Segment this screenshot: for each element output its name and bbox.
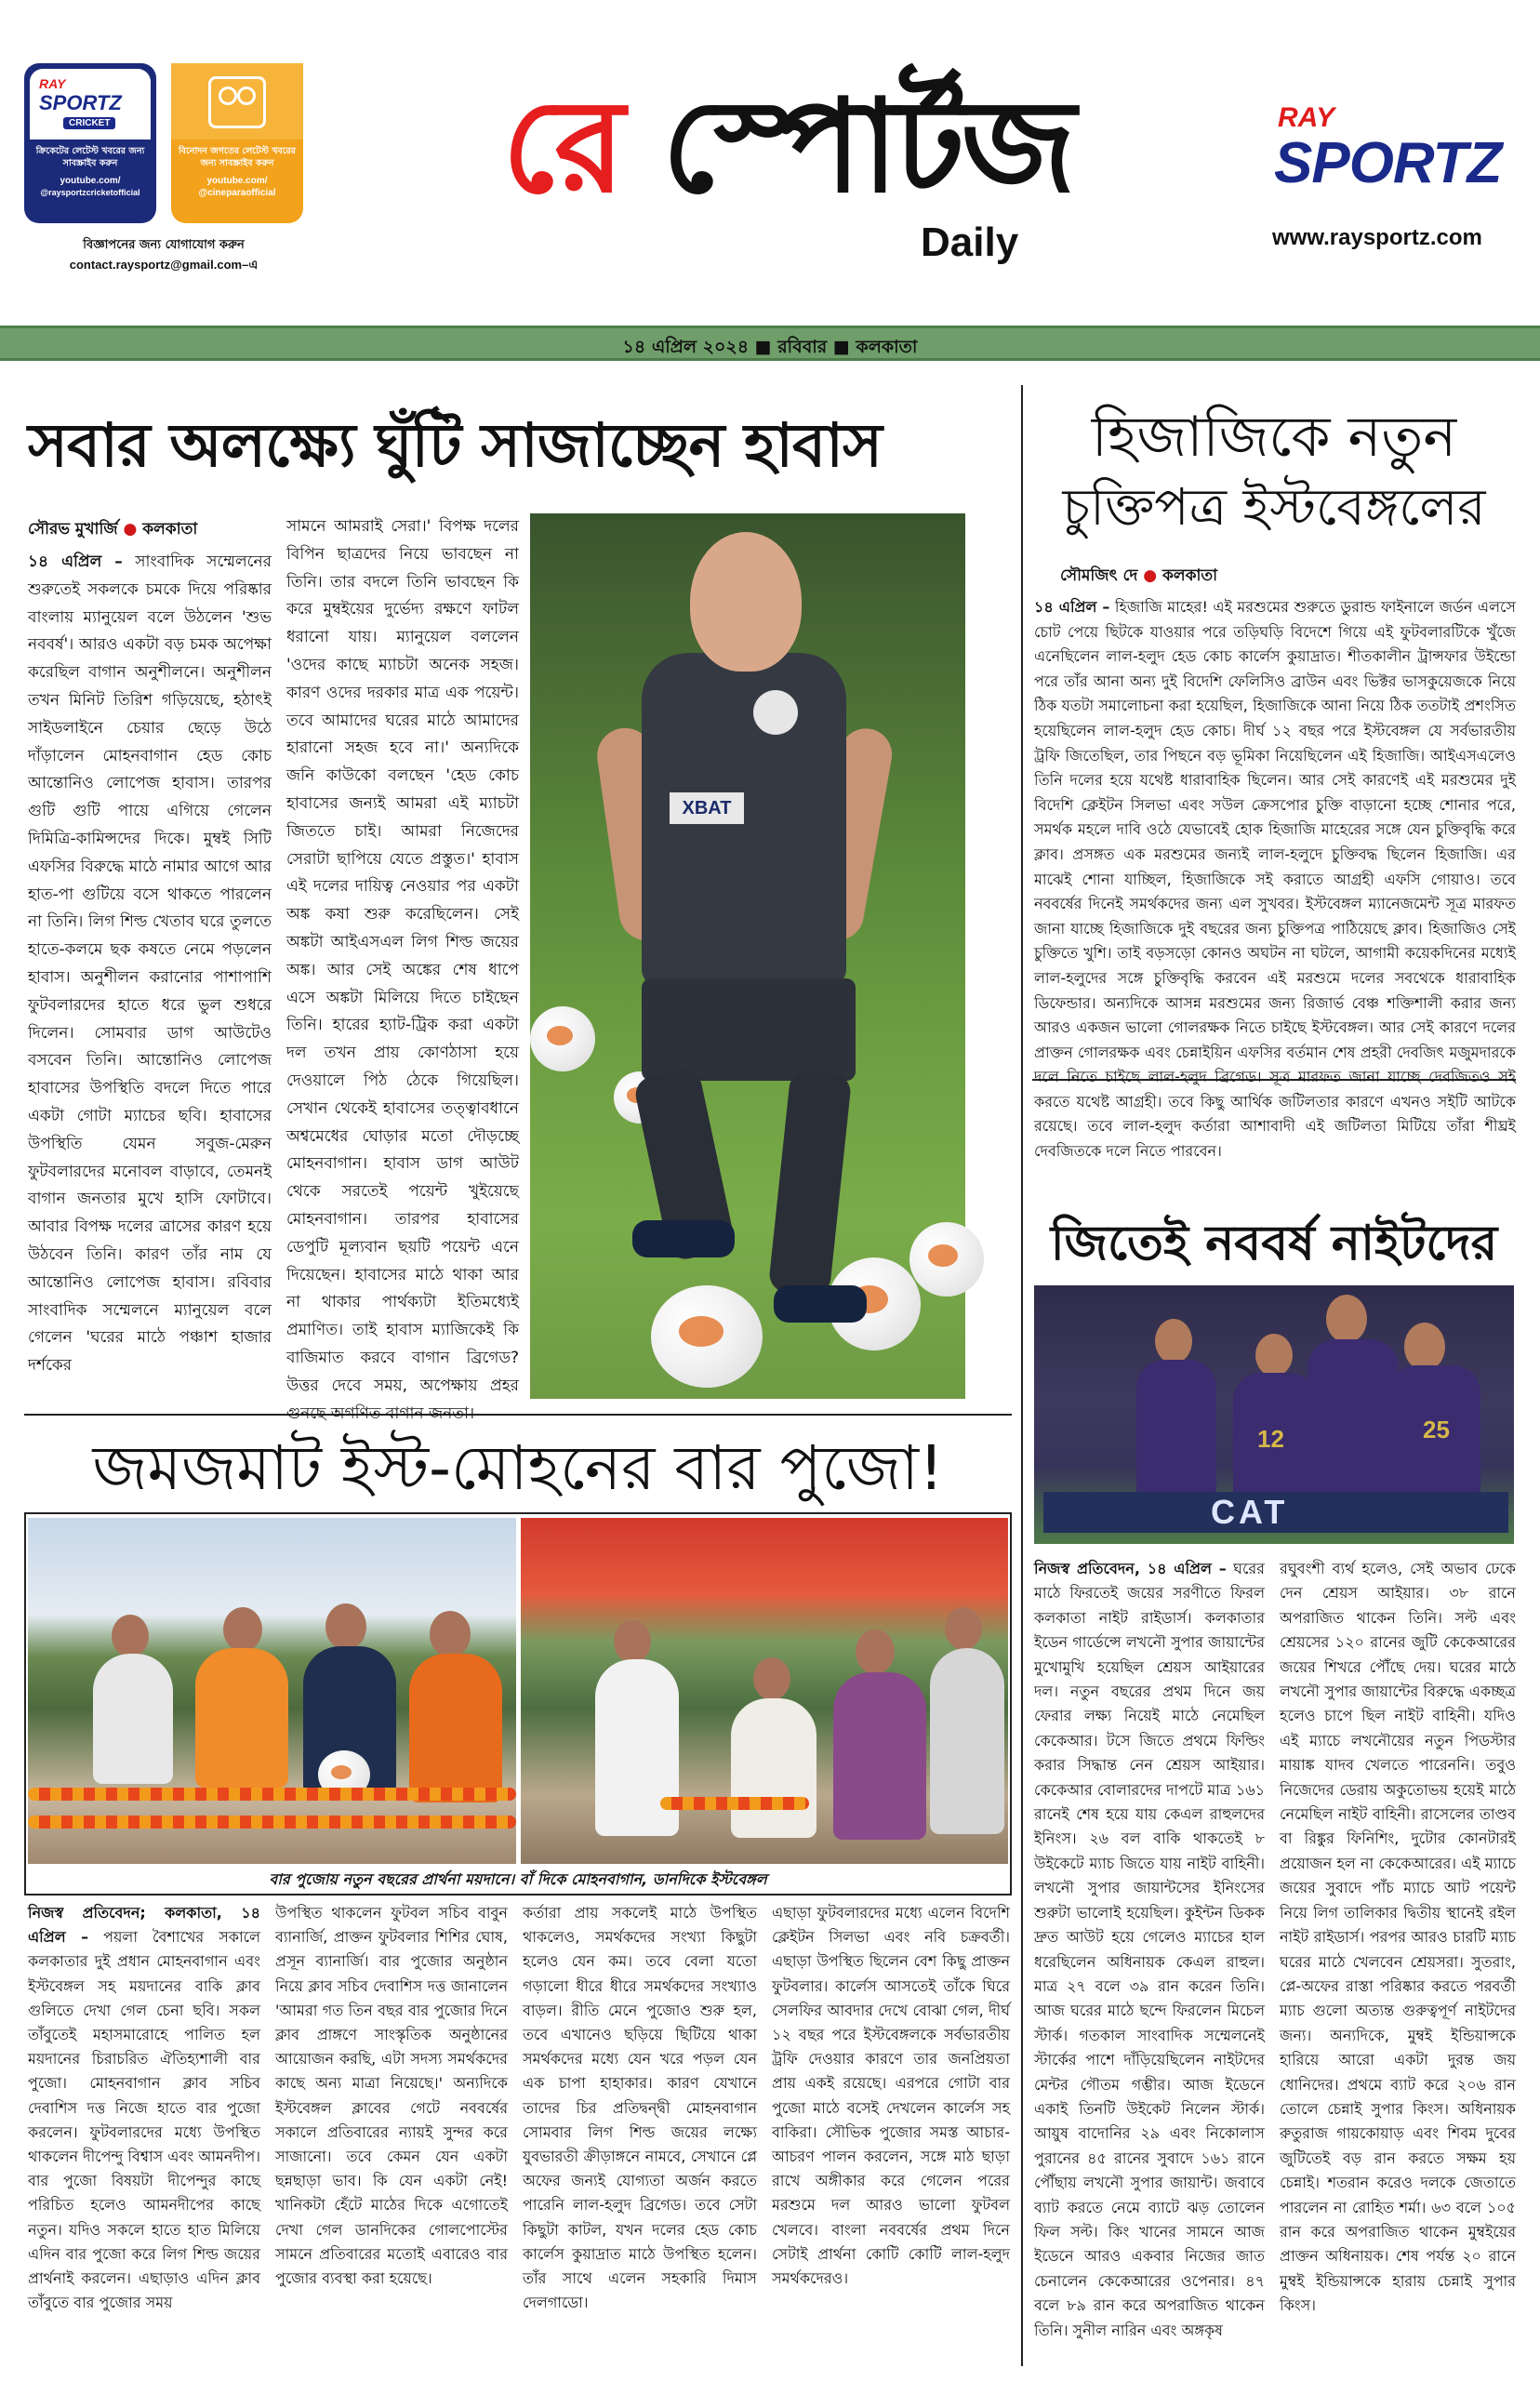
story1-place: কলকাতা bbox=[142, 520, 198, 539]
kkr-players-photo bbox=[1034, 1285, 1514, 1544]
ad-brand-sportz: SPORTZ bbox=[39, 91, 122, 114]
ad-cricket-url-2[interactable]: @raysportzcricketofficial bbox=[40, 188, 140, 197]
story1-byline bbox=[28, 517, 197, 543]
story1-col1-text: সাংবাদিক সম্মেলনের শুরুতেই সকলকে চমকে দিয়ে পরিষ্কার বাংলায় ম্যানুয়েল বলে উঠলেন 'শুভ নববর্ষ'। আরও একটা বড় চমক অপেক্ষা করেছিল বাগান অনুশীলনে। অনুশীলন তখন মিনিট তিরিশ গড়িয়েছে, হঠাৎই সাইডলাইনে চেয়ার ছেড়ে উঠে দাঁড়ালেন মোহনবাগান হেড কোচ আন্তোনিও লোপেজ হাবাস। তারপর গুটি গুটি পায়ে এগিয়ে গেলেন দিমিত্রি-কামিন্সদের দিকে। মুম্বই সিটি এফসির বিরুদ্ধে মাঠে নামার আগে আর হাত-পা গুটিয়ে বসে থাকতে পারলেন না তিনি। লিগ শিল্ড খেতাব ঘরে তুলতে হাতে-কলমে ছক কষতে নেমে পড়লেন হাবাস। অনুশীলন করানোর পাশাপাশি ফুটবলারদের হাতে ধরে ভুল শুধরে দিলেন। সোমবার ডাগ আউটেও বসবেন তিনি। আন্তোনিও লোপেজ হাবাসের উপস্থিতি বদলে দিতে পারে একটা গোটা ম্যাচের ছবি। হাবাসের উপস্থিতি যেমন সবুজ-মেরুন ফুটবলারদের মনোবল বাড়াবে, তেমনই বাগান জনতার মুখে হাসি ফোটাবে। আবার বিপক্ষ দলের ত্রাসের কারণ হয়ে উঠবেন তিনি। কারণ তাঁর নাম যে আন্তোনিও লোপেজ হাবাস। রবিবার সাংবাদিক সম্মেলনে ম্যানুয়েল বলে গেলেন 'ঘরের মাঠে পঞ্চাশ হাজার দর্শকের bbox=[28, 552, 272, 1376]
ad-contact-label: বিজ্ঞাপনের জন্য যোগাযোগ করুন bbox=[83, 238, 245, 252]
story1-author: সৌরভ মুখার্জি bbox=[28, 520, 118, 539]
cinepara-logo bbox=[171, 63, 303, 140]
story3-headline: জিতেই নববর্ষ নাইটদের bbox=[1050, 1216, 1498, 1271]
ad-cinepara-url-1[interactable]: youtube.com/ bbox=[206, 176, 268, 186]
story4-col2: উপস্থিত থাকলেন ফুটবল সচিব বাবুন ব্যানার্জি, প্রাক্তন ফুটবলার শিশির ঘোষ, প্রসূন ব্যানার্জি। বার পুজোর অনুষ্ঠান নিয়ে ক্লাব সচিব দেবাশিস দত্ত জানালেন 'আমরা গত তিন বছর বার পুজোর দিনে ক্লাব প্রাঙ্গণে সাংস্কৃতিক অনুষ্ঠানের আয়োজন করছি, এটা সদস্য সমর্থকদের কাছে অন্য মাত্রা নিয়েছে।' অন্যদিকে ইস্টবেঙ্গল ক্লাবের গেটে নববর্ষের সকালে প্রতিবারের ন্যায়ই সুন্দর করে সাজানো। তবে কেমন যেন একটা ছন্নছাড়া ভাব। কি যেন একটা নেই! খানিকটা হেঁটে মাঠের দিকে এগোতেই দেখা গেল ডানদিকের গোলপোস্টের সামনে প্রতিবারের মতোই এবারেও বার পুজোর ব্যবস্থা করা হয়েছে। bbox=[275, 1904, 508, 2288]
ad-cricket-url-1[interactable]: youtube.com/ bbox=[60, 176, 121, 186]
story4-col1 bbox=[28, 1901, 260, 2366]
photo-caption: বার পুজোয় নতুন বছরের প্রার্থনা ময়দানে। বাঁ দিকে মোহনবাগান, ডানদিকে ইস্টবেঙ্গল bbox=[269, 1870, 767, 1888]
dateline-bar bbox=[0, 326, 1540, 361]
story1-col2: সামনে আমরাই সেরা।' বিপক্ষ দলের বিপিন ছাত্রদের নিয়ে ভাবছেন না তিনি। তার বদলে তিনি ভাবছেন কি করে মুম্বইয়ের দুর্ভেদ্য রক্ষণে ফাটল ধরানো যায়। ম্যানুয়েল বললেন 'ওদের কাছে ম্যাচটা অনেক সহজ। কারণ ওদের দরকার মাত্র এক পয়েন্ট। তবে আমাদের ঘরের মাঠে আমাদের হারানো সহজ হবে না।' অন্যদিকে জনি কাউকো বলছেন 'হেড কোচ হাবাসের জন্যই আমরা এই ম্যাচটা জিততে চাই। আমরা নিজেদের সেরাটা ছাপিয়ে যেতে প্রস্তুত।' হাবাস এই দলের দায়িত্ব নেওয়ার পর একটা অঙ্ক কষা শুরু করেছিলেন। সেই অঙ্কটা আইএসএল লিগ শিল্ড জয়ের অঙ্ক। আর সেই অঙ্কের শেষ ধাপে এসে অঙ্কটা মিলিয়ে দিতে চাইছেন তিনি। হারের হ্যাট-ট্রিক করা একটা দল তখন প্রায় কোণঠাসা হয়ে দেওয়ালে পিঠ ঠেকে গিয়েছিল। সেখান থেকেই হাবাসের তত্ত্বাবধানে অশ্বমেধের ঘোড়ার মতো দৌড়চ্ছে মোহনবাগান। হাবাস ডাগ আউট থেকে সরতেই পয়েন্ট খুইয়েছে মোহনবাগান। তারপর হাবাসের ডেপুটি মূল্যবান ছয়টি পয়েন্ট এনে দিয়েছেন। হাবাসের মাঠে থাকা আর না থাকার পার্থক্যটা ইতিমধ্যেই প্রমাণিত। তাই হাবাস ম্যাজিকেই কি বাজিমাত করবে বাগান ব্রিগেড? উত্তর দেবে সময়, অপেক্ষায় প্রহর গুনছে অগণিত বাগান জনতা। bbox=[286, 517, 519, 1423]
story4-headline: জমজমাট ইস্ট-মোহনের বার পুজো! bbox=[92, 1432, 944, 1504]
story4-lead: নিজস্ব প্রতিবেদন; কলকাতা, ১৪ এপ্রিল – bbox=[28, 1904, 260, 1947]
coach-habas-photo: XBAT bbox=[530, 513, 965, 1399]
football bbox=[651, 1285, 763, 1388]
raysportz-cricket-logo bbox=[30, 69, 151, 140]
cinepara-ad[interactable] bbox=[171, 63, 303, 223]
jersey-number: 25 bbox=[1423, 1416, 1450, 1443]
story2-place: কলকাতা bbox=[1162, 566, 1218, 585]
story2-author: সৌমজিৎ দে bbox=[1060, 566, 1138, 585]
logo-sportz: স্পোর্টজ bbox=[661, 72, 1072, 221]
story3-col1-text: ঘরের মাঠে ফিরতেই জয়ের সরণীতে ফিরল কলকাতা নাইট রাইডার্স। কলকাতার ইডেন গার্ডেন্সে লখনৌ সুপার জায়ান্টের মুখোমুখি হয়েছিল শ্রেয়স আইয়ারের দল। নতুন বছরের প্রথম দিনে জয় ফেরার লক্ষ্য নিয়েই মাঠে নেমেছিল কেকেআর। টসে জিতে প্রথমে ফিল্ডিং করার সিদ্ধান্ত নেন শ্রেয়স আইয়ার। কেকেআর বোলারদের দাপটে মাত্র ১৬১ রানেই শেষ হয়ে যায় কেএল রাহুলদের ইনিংস। ২৬ বল বাকি থাকতেই ৮ উইকেটে ম্যাচ জিতে যায় নাইট বাহিনী। লখনৌ সুপার জায়ান্টসের ইনিংসের শুরুটা ভালোই হয়েছিল। কুইন্টন ডিকক দ্রুত আউট হয়ে গেলেও ম্যাচের হাল ধরেছিলেন অধিনায়ক কেএল রাহুল। মাত্র ২৭ বলে ৩৯ রান করেন তিনি। আজ ঘরের মাঠে ছন্দে ফিরলেন মিচেল স্টার্ক। গতকাল সাংবাদিক সম্মেলনেই স্টার্কের পাশে দাঁড়িয়েছিলেন নাইটদের মেন্টর গৌতম গম্ভীর। আজ ইডেনে একাই তিনটি উইকেট নিলেন স্টার্ক। আয়ুষ বাদোনির ২৯ এবং নিকোলাস পুরানের ৪৫ রানের সুবাদে ১৬১ রানে পৌঁছায় লখনৌ সুপার জায়ান্ট। জবাবে ব্যাট করতে নেমে ব্যাটে ঝড় তোলেন ফিল সল্ট। কিং খানের সামনে আজ ইডেনে আরও একবার নিজের জাত চেনালেন কেকেআরের ওপেনার। ৪৭ বলে ৮৯ রান করে অপরাজিত থাকেন তিনি। সুনীল নারিন এবং অঙ্গকৃষ bbox=[1034, 1560, 1265, 2339]
story3-col2: রঘুবংশী ব্যর্থ হলেও, সেই অভাব ঢেকে দেন শ্রেয়স আইয়ার। ৩৮ রানে অপরাজিত থাকেন তিনি। সল্ট এবং শ্রেয়সের ১২০ রানের জুটি কেকেআরের জয়ের শিখরে পৌঁছে দেয়। ঘরের মাঠে লখনৌ সুপার জায়ান্টের বিরুদ্ধে একচ্ছত্র হলেও চাপে ছিল নাইট বাহিনী। যদিও এই ম্যাচে লখনৌয়ের নতুন পিডস্টার মায়াঙ্ক যাদব খেলতে পারেননি। তবুও নিজেদের ডেরায় অকুতোভয় হয়েই মাঠে নেমেছিল নাইট বাহিনী। রাসেলের তাণ্ডব বা রিঙ্কুর ফিনিশিং, দুটোর কোনটারই প্রয়োজন হল না কেকেআরের। এই ম্যাচে জয়ের সুবাদে পাঁচ ম্যাচে আট পয়েন্ট নিয়ে লিগ তালিকার দ্বিতীয় স্থানেই রইল নাইট রাইডার্স। পরপর আরও চারটি ম্যাচ ঘরের মাঠে খেলবেন শ্রেয়সরা। সুতরাং, প্লে-অফের রাস্তা পরিষ্কার করতে পরবর্তী ম্যাচ গুলো অত্যন্ত গুরুত্বপূর্ণ নাইটদের জন্য। অন্যদিকে, মুম্বই ইন্ডিয়ান্সকে হারিয়ে আরো একটা দুরন্ত জয় ধোনিদের। প্রথমে ব্যাট করে ২০৬ রান তোলে চেন্নাই সুপার কিংস। অধিনায়ক রুতুরাজ গায়কোয়াড় এবং শিবম দুবের জুটিতেই বড় রান করতে সক্ষম হয় চেন্নাই। শতরান করেও দলকে জেতাতে পারলেন না রোহিত শর্মা। ৬৩ বলে ১০৫ রান করে অপরাজিত থাকেন মুম্বইয়ের প্রাক্তন অধিনায়ক। শেষ পর্যন্ত ২০ রানে মুম্বই ইন্ডিয়ান্সকে হারায় চেন্নাই সুপার কিংস। bbox=[1280, 1560, 1516, 2315]
story4-col1-text: পয়লা বৈশাখের সকালে কলকাতার দুই প্রধান মোহনবাগান এবং ইস্টবেঙ্গল সহ ময়দানের বাকি ক্লাব গুলিতে দেখা গেল চেনা ছবি। সকল তাঁবুতেই মহাসমারোহে পালিত হল ময়দানের চিরাচরিত ঐতিহ্যশালী বার পুজো। মোহনবাগান ক্লাব সচিব দেবাশিস দত্ত নিজে হাতে বার পুজো করলেন। ফুটবলারদের মধ্যে উপস্থিত থাকলেন দীপেন্দু বিশ্বাস এবং আমনদীপ। বার পুজো বিষয়টা দীপেন্দুর কাছে পরিচিত হলেও আমনদীপের কাছে নতুন। যদিও সকলে হাতে হাত মিলিয়ে এদিন বার পুজো করে লিগ শিল্ড জয়ের প্রার্থনাই করলেন। এছাড়াও এদিন ক্লাব তাঁবুতে বার পুজোর সময় bbox=[28, 1928, 261, 2312]
raysportz-logo bbox=[1268, 97, 1510, 218]
story1-headline: সবার অলক্ষ্যে ঘুঁটি সাজাচ্ছেন হাবাস bbox=[28, 411, 882, 481]
raysportz-cricket-ad[interactable] bbox=[24, 63, 156, 223]
ad-cinepara-url-2[interactable]: @cineparaofficial bbox=[198, 188, 276, 198]
column-divider bbox=[1021, 385, 1023, 2366]
dateline-text: ১৪ এপ্রিল ২০২৪ ■ রবিবার ■ কলকাতা bbox=[622, 337, 918, 357]
story1-lead: ১৪ এপ্রিল – bbox=[28, 552, 123, 571]
ad-contact-email[interactable]: contact.raysportz@gmail.com–এ bbox=[69, 258, 259, 272]
logo-re: রে bbox=[502, 72, 662, 221]
story2-text: হিজাজি মাহের! এই মরশুমের শুরুতে ডুরান্ড ফাইনালে জর্ডন এলসে চোট পেয়ে ছিটকে যাওয়ার পরে তড়িঘড়ি বিদেশে গিয়ে এই ফুটবলারটিকে খুঁজে এনেছিলেন লাল-হলুদ হেড কোচ কার্লেস কুয়াদ্রাত। শীতকালীন ট্রান্সফার উইন্ডো পরে তাঁর আনা অন্য দুই বিদেশি ফেলিসিও ব্রাউন এবং ভিক্টর ভাসকুয়েজকে নিয়ে ঠিক যতটা সমালোচনা করা হয়েছিল, হিজাজিকে আনা নিয়ে ঠিক ততটাই প্রশংসিত হয়েছিলেন লাল-হলুদ হেড কোচ। দীর্ঘ ১২ বছর পরে ইস্টবেঙ্গল যে সর্বভারতীয় ট্রফি জিতেছিল, তার পিছনে বড় ভূমিকা নিয়েছিলেন এই হিজাজি। আইএসএলেও তিনি দলের হয়ে যথেষ্ট ধারাবাহিক ছিলেন। আর সেই কারণেই এই মরশুমের দুই বিদেশি ক্লেইটন সিলভা এবং সউল ক্রেসপোর চুক্তি বাড়ানো হচ্ছে শোনার পরে, সমর্থক মহলে দাবি ওঠে যেভাবেই হোক হিজাজি মাহেরের সঙ্গে যেন চুক্তিবৃদ্ধি করে ক্লাব। প্রসঙ্গত এক মরশুমের জন্যই লাল-হলুদে চুক্তিবদ্ধ ছিলেন হিজাজি। এর মাঝেই শোনা যাচ্ছিল, হিজাজিকে সই করাতে আগ্রহী এফসি গোয়াও। তবে নববর্ষের দিনেই সমর্থকদের জন্য এল সুখবর। ইস্টবেঙ্গল ম্যানেজমেন্ট সূত্র মারফত জানা যাচ্ছে হিজাজিকে দুই বছরের জন্য চুক্তিপত্র পাঠিয়েছে ক্লাব। হিজাজিও সেই চুক্তিতে খুশি। তাই বড়সড়ো কোনও অঘটন না ঘটলে, আগামী কয়েকদিনের মধ্যেই লাল-হলুদের সঙ্গে চুক্তিবৃদ্ধি করবেন এই মরশুমে দলের সবথেকে ধারাবাহিক ডিফেন্ডার। অন্যদিকে আসন্ন মরশুমের জন্য রিজার্ভ বেঞ্চ শক্তিশালী করার জন্য আরও একজন ভালো গোলরক্ষক নিতে চাইছে ইস্টবেঙ্গল। আর সেই কারণে দলের প্রাক্তন গোলরক্ষক এবং চেন্নাইয়িন এফসির বর্তমান শেষ প্রহরী দেবজিৎ মজুমদারকে দলে নিতে চাইছে লাল-হলুদ ব্রিগেড। সূত্র মারফত জানা যাচ্ছে দেবজিতও সই করতে যথেষ্ট আগ্রহী। তবে কিছু আর্থিক জটিলতার কারণে এখনও সইটি আটকে রয়েছে। তবে লাল-হলুদ কর্তারা আশাবাদী এই জটিলতা মিটিয়ে তাঁরা শীঘ্রই দেবজিতকে দলে নিতে পারবেন। bbox=[1034, 598, 1516, 1161]
mohunbagan-bar-pujo-photo bbox=[28, 1518, 516, 1864]
story2-headline-line2: চুক্তিপত্র ইস্টবেঙ্গলের bbox=[1062, 477, 1486, 537]
ad-brand-ray: RAY bbox=[39, 76, 66, 91]
story1-col1 bbox=[28, 549, 272, 1395]
football bbox=[530, 1006, 595, 1071]
raysportz-logo-ray: RAY bbox=[1278, 102, 1335, 133]
section-divider bbox=[24, 1414, 1012, 1416]
story2-body bbox=[1034, 595, 1516, 1161]
story3-col1 bbox=[1034, 1557, 1265, 2366]
film-camera-icon bbox=[208, 76, 266, 128]
story2-lead: ১৪ এপ্রিল – bbox=[1034, 598, 1110, 616]
byline-dot-icon: ● bbox=[123, 520, 143, 539]
story2-byline bbox=[1060, 564, 1217, 590]
stadium-ad-board: CAT bbox=[1043, 1492, 1508, 1533]
ad-cinepara-text: বিনোদন জগতের লেটেস্ট খবরের জন্য সাবস্ক্রাইব করুন bbox=[178, 146, 297, 168]
byline-dot-icon: ● bbox=[1143, 566, 1163, 585]
raysportz-logo-sportz: SPORTZ bbox=[1274, 131, 1502, 195]
jersey-number: 12 bbox=[1257, 1425, 1284, 1453]
story2-headline-line1: হিজাজিকে নতুন bbox=[1091, 405, 1457, 470]
story4-col3: কর্তারা প্রায় সকলেই মাঠে উপস্থিত থাকলেও, সমর্থকদের সংখ্যা কিছুটা হলেও যেন কম। তবে বেলা যতো গড়ালো ধীরে ধীরে সমর্থকদের সংখ্যাও বাড়ল। রীতি মেনে পুজোও শুরু হল, তবে এখানেও ছড়িয়ে ছিটিয়ে থাকা সমর্থকদের মধ্যে যেন খরে পড়ল যেন এক চাপা হাহাকার। কারণ যেখানে তাদের চির প্রতিদ্বন্দ্বী মোহনবাগান সোমবার লিগ শিল্ড জয়ের লক্ষ্যে যুবভারতী ক্রীড়াঙ্গনে নামবে, সেখানে প্লে অফের জন্যই যোগ্যতা অর্জন করতে পারেনি লাল-হলুদ ব্রিগেড। তবে সেটা কিছুটা কাটল, যখন দলের হেড কোচ কার্লেস কুয়াদ্রাত মাঠে উপস্থিত হলেন। তাঁর সাথে এলেন সহকারি দিমাস দেলগাডো। bbox=[523, 1904, 757, 2312]
newspaper-logo bbox=[502, 54, 1072, 268]
story3-lead: নিজস্ব প্রতিবেদন, ১৪ এপ্রিল – bbox=[1034, 1560, 1227, 1577]
story4-col4: এছাড়া ফুটবলারদের মধ্যে এলেন বিদেশি ক্লেইটন সিলভা এবং নবি চক্রবর্তী। এছাড়া উপস্থিত ছিলেন বেশ কিছু প্রাক্তন ফুটবলার। কার্লেস আসতেই তাঁকে ঘিরে সেলফির আবদার দেখে বোঝা গেল, দীর্ঘ ১২ বছর পরে ইস্টবেঙ্গলকে সর্বভারতীয় ট্রফি দেওয়ার কারণে তার জনপ্রিয়তা প্রায় একই রয়েছে। এরপরে গোটা বার পুজো মাঠে বসেই দেখলেন কার্লেস সহ বাকিরা। সৌভিক পুজোর সমস্ত আচার-আচরণ পালন করলেন, সঙ্গে মাঠ ছাড়া রাখে অঙ্গীকার করে গেলেন পরের মরশুমে দল আরও ভালো ফুটবল খেলবে। বাংলা নববর্ষের প্রথম দিনে সেটাই প্রার্থনা কোটি কোটি লাল-হলুদ সমর্থকদেরও। bbox=[772, 1904, 1010, 2288]
logo-daily: Daily bbox=[921, 219, 1019, 265]
ad-brand-cricket: CRICKET bbox=[63, 117, 115, 129]
raysportz-website-link[interactable]: www.raysportz.com bbox=[1272, 225, 1482, 250]
football bbox=[909, 1222, 984, 1297]
eastbengal-bar-pujo-photo bbox=[521, 1518, 1008, 1864]
ad-cricket-text: ক্রিকেটের লেটেস্ট খবরের জন্য সাবস্ক্রাইব করুন bbox=[35, 146, 145, 168]
